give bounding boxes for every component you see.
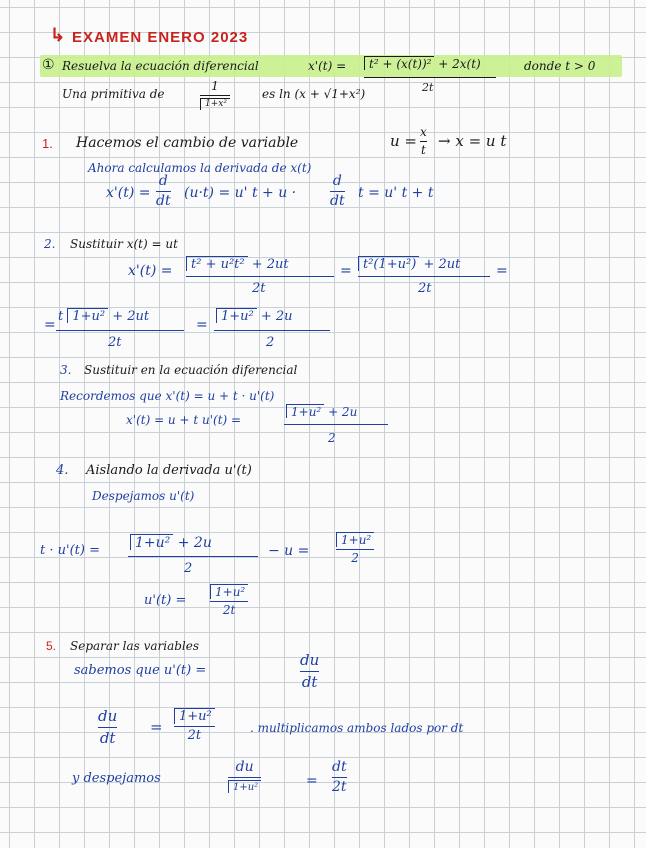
step1-deriv-bar2 [330, 191, 345, 192]
hint-suffix: es ln (x + √1+x²) [262, 87, 366, 101]
problem-statement: Resuelva la ecuación diferencial [62, 59, 259, 73]
step1-eq-lhs: u = [390, 132, 417, 150]
step4-res-lhs: u'(t) = [144, 593, 187, 608]
step2-frac1-num [186, 256, 289, 271]
step1-frac-bar [420, 141, 427, 142]
step4-frac-den: 2 [184, 561, 193, 576]
problem-denominator: 2t [422, 81, 434, 94]
step5-eq2-eq: = [306, 773, 318, 789]
problem-numerator [364, 56, 481, 70]
step2-lhs: x'(t) = [128, 263, 173, 279]
hint-numerator: 1 [211, 79, 219, 93]
step2-frac1-bar [186, 276, 334, 277]
step3-frac-bar [284, 424, 388, 425]
step5-line2: sabemos que u'(t) = [74, 663, 207, 678]
step2-frac3-den: 2t [108, 335, 122, 350]
step2-frac4-den: 2 [266, 335, 275, 350]
step5-eq2-rad: 1+u² [228, 780, 261, 793]
step1-deriv-lhs: x'(t) = [106, 185, 151, 201]
step2-tail4: + 2u [260, 309, 293, 324]
step5-eq1-text: . multiplicamos ambos lados por dt [250, 721, 464, 735]
step2-rad1: t² + u²t² [186, 256, 248, 271]
step5-eq1-rad: 1+u² [174, 708, 215, 724]
step4-text: Aislando la derivada u'(t) [86, 463, 252, 478]
step1-deriv-fraction [156, 174, 171, 210]
step2-cont-eq: = [44, 317, 56, 333]
step4-res-rad: 1+u² [210, 584, 248, 599]
step2-frac4-num [216, 308, 293, 323]
step1-deriv-bar [156, 191, 171, 192]
step2-frac2-bar [358, 276, 490, 277]
step4-line2: Despejamos u'(t) [92, 489, 195, 503]
step1-deriv-num2: d [332, 173, 342, 189]
step5-l2-frac [300, 652, 319, 690]
step5-eq1-den2: 2t [187, 728, 202, 744]
problem-condition: donde t > 0 [524, 59, 596, 73]
problem-num-tail: + 2x(t) [438, 57, 481, 71]
step3-number: 3. [60, 363, 72, 377]
step4-res-den: 2t [222, 603, 236, 618]
step5-l2-den: dt [301, 672, 318, 691]
exam-title: EXAMEN ENERO 2023 [72, 29, 249, 46]
hint-fraction [200, 80, 230, 110]
step1-deriv-end: t = u' t + t [358, 185, 434, 201]
step4-frac-bar [128, 556, 258, 557]
step3-frac-num [286, 404, 357, 418]
step5-eq1-eq: = [150, 718, 163, 736]
hint-prefix: Una primitiva de [62, 87, 165, 101]
step2-rad3: 1+u² [67, 308, 108, 323]
step5-eq1-frac2 [174, 708, 215, 744]
step2-num3-pre: t [58, 309, 64, 324]
step2-tail3: + 2ut [112, 309, 150, 324]
step1-deriv-den: dt [156, 193, 171, 210]
step2-eq-end: = [496, 263, 508, 279]
step3-frac-den: 2 [328, 431, 336, 445]
step1-text: Hacemos el cambio de variable [76, 135, 299, 151]
step2-frac2-num [358, 256, 460, 271]
step1-frac-num: x [420, 125, 427, 139]
step4-frac2-den: 2 [351, 551, 359, 566]
step1-number: 1. [42, 136, 53, 151]
step3-text: Sustituir en la ecuación diferencial [84, 363, 298, 377]
step5-eq1-bar [98, 727, 117, 728]
step1-deriv-num: d [158, 173, 168, 189]
step1-deriv-fraction2 [330, 174, 345, 210]
step5-eq1-num: du [98, 707, 118, 725]
step4-rad: 1+u² [130, 534, 173, 550]
step3-line2: Recordemos que x'(t) = u + t · u'(t) [60, 389, 275, 403]
step2-number: 2. [44, 237, 56, 251]
problem-lhs: x'(t) = [308, 59, 347, 73]
step1-deriv-den2: dt [330, 193, 345, 210]
step4-frac2-bar [336, 549, 374, 550]
step5-eq2-frac2 [332, 760, 347, 796]
step3-tail: + 2u [328, 405, 358, 419]
step4-res-frac [210, 584, 248, 617]
step1-line2: Ahora calculamos la derivada de x(t) [88, 161, 312, 175]
step2-frac3-num [58, 308, 149, 323]
step4-rad2: 1+u² [336, 532, 374, 547]
hint-denominator: 1+x² [200, 98, 230, 110]
step5-text: Separar las variables [70, 639, 200, 653]
step2-frac3-bar [56, 330, 184, 331]
problem-fraction-bar [364, 77, 496, 78]
step4-mid: − u = [268, 543, 310, 559]
step5-eq2-den2: 2t [332, 779, 347, 796]
step5-eq1-bar2 [174, 726, 215, 727]
step3-eq-lhs: x'(t) = u + t u'(t) = [126, 413, 242, 427]
step4-tail: + 2u [177, 535, 212, 551]
step4-frac-num [130, 534, 212, 550]
step5-number: 5. [46, 639, 57, 653]
step2-eq2: = [196, 317, 208, 333]
step5-l2-bar [300, 671, 319, 672]
step2-frac1-den: 2t [252, 281, 266, 296]
step1-deriv-mid: (u·t) = u' t + u · [184, 185, 297, 201]
step5-line4: y despejamos [72, 771, 161, 786]
problem-radical: t² + (x(t))² [364, 56, 434, 70]
step5-eq2-bar2 [332, 777, 347, 778]
step1-frac-den: t [420, 143, 426, 158]
step2-rad4: 1+u² [216, 308, 257, 323]
step5-eq2-num2: dt [332, 759, 347, 775]
step2-tail1: + 2ut [251, 257, 289, 272]
step5-eq2-bar [228, 777, 261, 778]
step2-frac4-bar [214, 330, 330, 331]
step5-l2-num: du [300, 651, 320, 669]
step2-eq: = [340, 263, 352, 279]
step2-frac2-den: 2t [418, 281, 432, 296]
hint-bar [200, 95, 230, 96]
step5-eq1-den: dt [99, 728, 116, 747]
step4-number: 4. [56, 463, 69, 478]
step3-rad: 1+u² [286, 404, 324, 418]
step2-text: Sustituir x(t) = ut [70, 237, 178, 251]
step4-res-bar [210, 601, 248, 602]
step5-eq2-frac [228, 760, 261, 793]
step5-eq1-frac [98, 708, 117, 746]
problem-number: ① [42, 57, 55, 73]
step4-frac2 [336, 532, 374, 565]
step1-fraction [420, 126, 427, 157]
step2-tail2: + 2ut [423, 257, 461, 272]
arrow-icon: ↳ [50, 25, 66, 45]
step1-eq-rhs: → x = u t [438, 132, 507, 150]
step4-eq-lhs: t · u'(t) = [40, 543, 100, 558]
step2-rad2: t²(1+u²) [358, 256, 419, 271]
step5-eq2-num: du [235, 759, 254, 775]
